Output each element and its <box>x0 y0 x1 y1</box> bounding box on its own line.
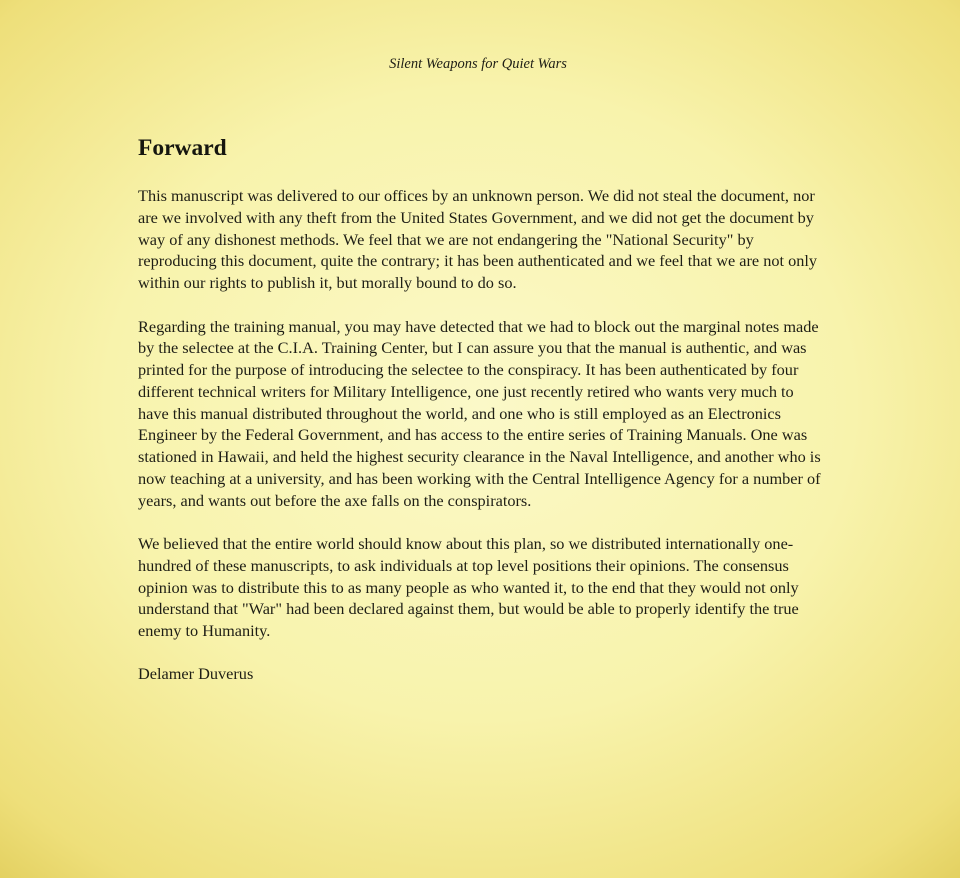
paragraph-1: This manuscript was delivered to our offices by an unknown person. We did not steal the document, nor are we involved with any theft from the United States Government, and we did not get the document by way of any dishonest methods. We feel that we are not endangering the "National Security" by reproducing this document, quite the contrary; it has been authenticated and we feel that we are not only within our rights to publish it, but morally bound to do so. <box>138 186 818 292</box>
running-header: Silent Weapons for Quiet Wars <box>389 56 567 72</box>
signature: Delamer Duverus <box>138 663 254 683</box>
paragraph-2: Regarding the training manual, you may have detected that we had to block out the marginal notes made by the selectee at the C.I.A. Training Center, but I can assure you that the manual is authentic, and was printed for the purpose of introducing the selectee to the conspiracy. It has been authenticated by four different technical writers for Military Intelligence, one just recently retired who wants very much to have this manual distributed throughout the world, and one who is still employed as an Electronics Engineer by the Federal Government, and has access to the entire series of Training Manuals. One was stationed in Hawaii, and held the highest security clearance in the Naval Intelligence, and another who is now teaching at a university, and has been working with the Central Intelligence Agency for a number of years, and wants out before the axe falls on the conspirators. <box>138 316 821 510</box>
paragraph-3: We believed that the entire world should know about this plan, so we distributed internationally one-hundred of these manuscripts, to ask individuals at top level positions their opinions. The consensus opinion was to distribute this to as many people as who wanted it, to the end that they would not only understand that "War" had been declared against them, but would be able to properly identify the true enemy to Humanity. <box>138 534 799 640</box>
section-heading: Forward <box>138 135 227 161</box>
document-body <box>138 134 828 685</box>
